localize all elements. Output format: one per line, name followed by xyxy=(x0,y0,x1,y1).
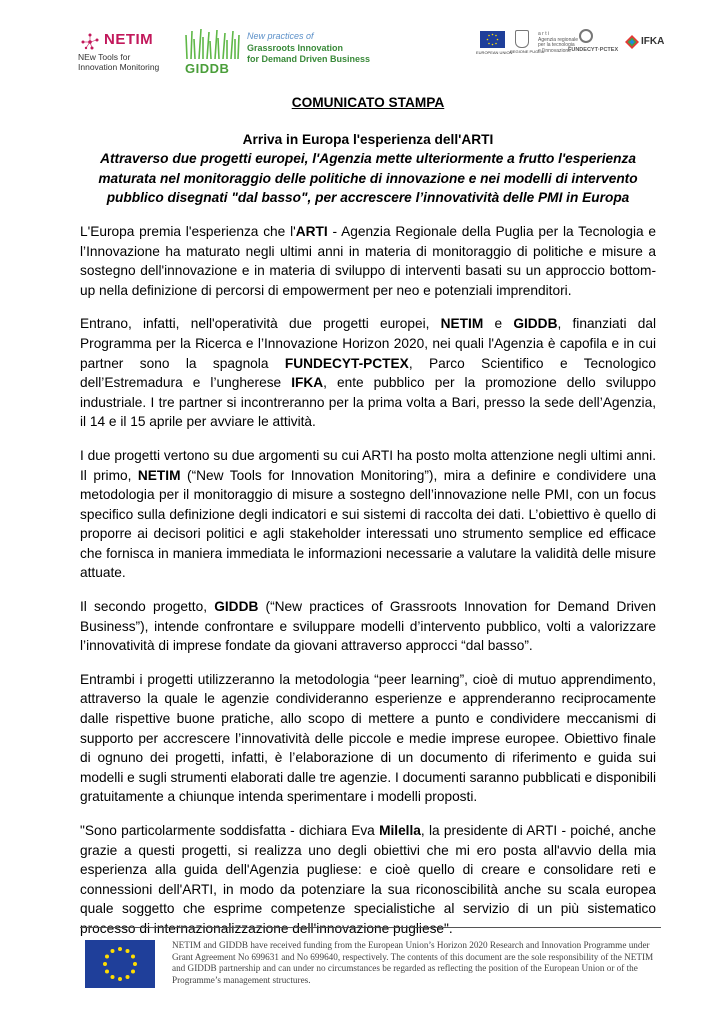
fundecyt-name: FUNDECYT·PCTEX xyxy=(568,47,619,53)
headline: Arriva in Europa l'esperienza dell'ARTI xyxy=(242,131,494,147)
eu-flag-icon xyxy=(480,31,505,48)
bold-term: FUNDECYT-PCTEX xyxy=(284,355,409,371)
bold-term: NETIM xyxy=(440,316,484,332)
bold-term: GIDDB xyxy=(513,316,558,332)
paragraph-3: I due progetti vertono su due argomenti su cui ARTI ha posto molta attenzione negli ultimi anni. Il primo, NETIM (“New Tools for Innovation Monitoring”), mira a definire e condividere una metodologia per il monitoraggio di misure a sostegno dell’innovazione nelle PMI, con un focus specifico sulla definizione degli indicatori e sui sistemi di raccolta dei dati. L’obiettivo è quello di proporre ai decisori politici e agli stakeholder interessati uno strumento semplice ed efficace che fornisca in maniera immediata le informazioni necessarie a valutare la validità delle misure attuate. xyxy=(80,447,656,581)
regione-puglia-crest-icon xyxy=(515,30,529,48)
paragraph-1: L'Europa premia l'esperienza che l'ARTI - Agenzia Regionale della Puglia per la Tecnologia e l’Innovazione ha maturato negli ultimi anni in materia di monitoraggio di politiche e misure a sostegno dell'innovazione e in materia di sviluppo di interventi basati su un approccio bottom-up nella definizione di percorsi di empowerment per neo e potenziali imprenditori. xyxy=(80,223,657,298)
giddb-logo xyxy=(183,27,383,79)
bold-term: ARTI xyxy=(295,223,328,239)
netim-logo xyxy=(74,28,166,74)
footer-divider xyxy=(80,927,661,928)
bold-term: GIDDB xyxy=(214,599,259,615)
netim-name: NETIM xyxy=(104,31,154,48)
ifka-diamond-icon xyxy=(625,35,639,49)
paragraph-6: "Sono particolarmente soddisfatta - dichiara Eva Milella, la presidente di ARTI - poiché, anche grazie a questi progetti, si realizza uno degli obiettivi che mi ero posta all'avvio della mia esperienza alla guida dell'Agenzia pugliese: e cioè quello di creare e consolidare reti e connessioni dell'ARTI, in modo da potenziare la sua riconoscibilità anche su scala europea quale soggetto che esprime competenze specialistiche al servizio di un più sistematico processo di internazionalizzazione dell'innovazione pugliese". xyxy=(80,823,656,936)
eu-flag-icon-footer xyxy=(85,940,155,988)
partner-logos xyxy=(476,28,665,58)
bold-term: Milella xyxy=(379,823,421,838)
regione-puglia-label: REGIONE PUGLIA xyxy=(510,49,545,54)
giddb-tagline-1: New practices of xyxy=(247,31,314,41)
arti-logo-text: a r t i Agenzia regionale per la tecnologia e l'innovazione xyxy=(538,31,579,54)
paragraph-5: Entrambi i progetti utilizzeranno la metodologia “peer learning”, cioè di mutuo apprendimento, attraverso la quale le agenzie condivideranno esperienze e apprenderanno reciprocamente dalle rispettive buone pratiche, allo scopo di mettere a punto e condividere meccanismi di supporto per accrescere l’innovatività delle piccole e medie imprese europee. Obiettivo finale di ognuno dei progetti, infatti, è l’elaborazione di un documento di riferimento e guida sui modelli e sugli strumenti elaborati dalle tre agenzie. I documenti saranno pubblicati e disponibili gratuitamente a chiunque intenda sperimentare i modelli proposti. xyxy=(80,671,656,805)
eu-label: EUROPEAN UNION xyxy=(476,50,513,55)
giddb-tagline-2: Grassroots Innovation xyxy=(247,42,344,53)
bold-term: NETIM xyxy=(137,467,181,483)
fundecyt-ring-icon xyxy=(579,29,593,43)
subheadline: Attraverso due progetti europei, l'Agenzia mette ulteriormente a frutto l'esperienza maturata nel monitoraggio delle politiche di innovazione e nei modelli di intervento pubblico disegnati "dal basso", per accrescere l’innovatività delle PMI in Europa xyxy=(98,151,638,206)
bold-term: IFKA xyxy=(291,375,324,391)
funding-disclaimer: NETIM and GIDDB have received funding from the European Union’s Horizon 2020 Research and Innovation Programme under Grant Agreement No 699631 and No 699640, respectively. The contents of this document are the sole responsibility of the NETIM and GIDDB partnership and can under no circumstances be regarded as reflecting the position of the European Union or of the Programme’s management structures. xyxy=(172,940,654,985)
paragraph-4: Il secondo progetto, GIDDB (“New practices of Grassroots Innovation for Demand Driven Business”), intende confrontare e sviluppare modelli d’intervento pubblico, volti a valorizzare l’innovatività di imprese fondate da giovani attraverso approcci “dal basso”. xyxy=(80,599,657,654)
giddb-name: GIDDB xyxy=(185,61,230,76)
press-release-body xyxy=(80,86,656,939)
netim-subtitle: NEw Tools for Innovation Monitoring xyxy=(78,52,160,72)
document-header xyxy=(0,0,725,90)
paragraph-2: Entrano, infatti, nell'operatività due progetti europei, NETIM e GIDDB, finanziati dal Programma per la Ricerca e l’Innovazione Horizon 2020, nei quali l'Agenzia è capofila e in cui partner sono la spagnola FUNDECYT-PCTEX, Parco Scientifico e Tecnologico dell’Estremadura e l’ungherese IFKA, ente pubblico per la promozione dello sviluppo industriale. I tre partner si incontreranno per la prima volta a Bari, presso la sede dell’Agenzia, il 14 e il 15 aprile per avviare le attività. xyxy=(80,316,657,430)
ifka-name: IFKA xyxy=(641,36,665,47)
giddb-tagline-3: for Demand Driven Business xyxy=(247,54,371,64)
giddb-tagline xyxy=(247,31,370,66)
network-icon xyxy=(80,32,100,52)
document-label: COMUNICATO STAMPA xyxy=(291,95,445,110)
